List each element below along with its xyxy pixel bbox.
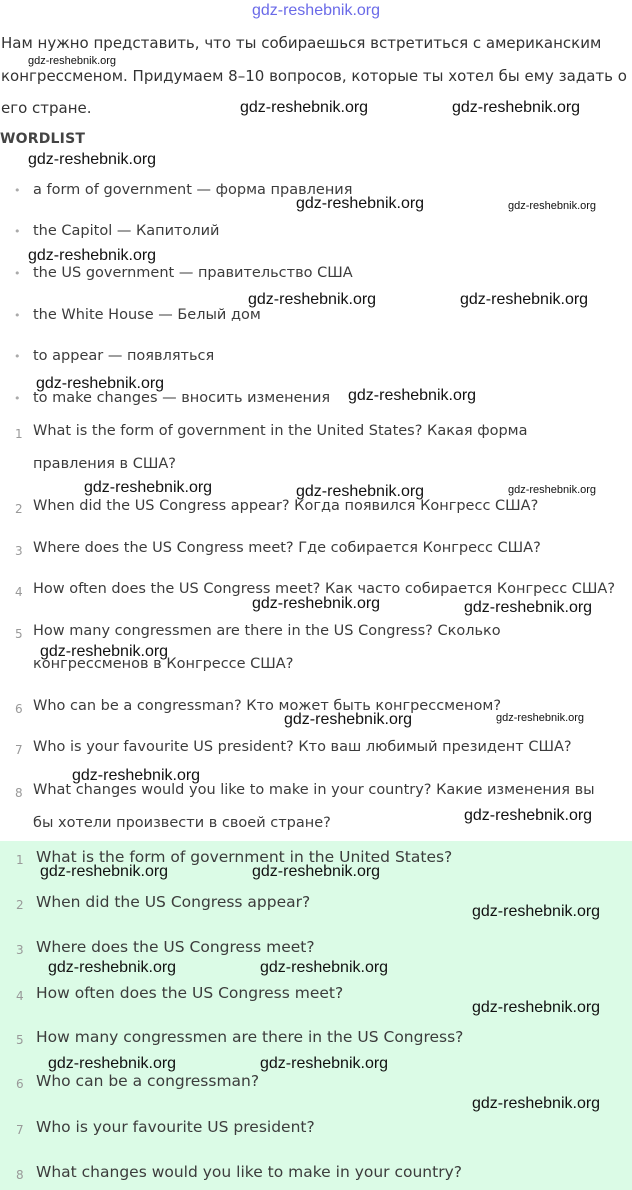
header-watermark: gdz-reshebnik.org [251,2,381,19]
question-number: 2 [15,502,23,516]
question-number: 3 [15,544,23,558]
watermark: gdz-reshebnik.org [36,375,165,392]
wordlist-item: • the Capitol — Капитолий [14,223,220,239]
answer-line: Who is your favourite US president? [36,1118,315,1136]
question-line: What is the form of government in the United States? Какая форма [33,423,528,439]
question-number: 7 [15,743,23,757]
bullet-icon: • [14,225,21,238]
question-number: 4 [15,585,23,599]
bullet-icon: • [14,309,21,322]
wordlist-title: WORDLIST [0,131,86,147]
watermark: gdz-reshebnik.org [460,291,589,308]
answer-line: How often does the US Congress meet? [36,984,344,1002]
watermark: gdz-reshebnik.org [28,151,157,168]
watermark: gdz-reshebnik.org [472,1095,601,1112]
watermark: gdz-reshebnik.org [40,643,169,660]
watermark: gdz-reshebnik.org [252,863,381,880]
answer-number: 6 [16,1077,24,1091]
watermark: gdz-reshebnik.org [84,479,213,496]
answer-number: 7 [16,1123,24,1137]
answer-line: How many congressmen are there in the US Congress? [36,1028,464,1046]
wordlist-item: • to appear — появляться [14,348,215,364]
watermark: gdz-reshebnik.org [260,959,389,976]
watermark: gdz-reshebnik.org [240,99,369,116]
question-number: 1 [15,427,23,441]
watermark: gdz-reshebnik.org [472,999,601,1016]
watermark: gdz-reshebnik.org [28,55,117,67]
bullet-icon: • [14,184,21,197]
answer-number: 5 [16,1033,24,1047]
bullet-icon: • [14,392,21,405]
answer-number: 1 [16,853,24,867]
question-line: Where does the US Congress meet? Где собирается Конгресс США? [33,540,541,556]
answer-number: 8 [16,1168,24,1182]
wordlist-item: • to make changes — вносить изменения [14,390,331,406]
question-line: Who is your favourite US president? Кто ваш любимый президент США? [33,739,572,755]
watermark: gdz-reshebnik.org [464,807,593,824]
watermark: gdz-reshebnik.org [284,711,413,728]
watermark: gdz-reshebnik.org [296,483,425,500]
question-line: правления в США? [33,456,176,472]
bullet-icon: • [14,350,21,363]
watermark: gdz-reshebnik.org [48,959,177,976]
question-line: How often does the US Congress meet? Как часто собирается Конгресс США? [33,581,616,597]
watermark: gdz-reshebnik.org [248,291,377,308]
answer-number: 2 [16,898,24,912]
wordlist-item: • a form of government — форма правления [14,182,353,198]
intro-line-1: Нам нужно представить, что ты собираешься встретиться с американским [1,34,602,52]
answer-line: What changes would you like to make in your country? [36,1163,462,1181]
intro-line-3: его стране. [1,99,92,117]
wordlist-item: • the US government — правительство США [14,265,353,281]
question-line: Who can be a congressman? Кто может быть конгрессменом? [33,698,502,714]
answer-line: Where does the US Congress meet? [36,938,315,956]
answer-line: When did the US Congress appear? [36,893,311,911]
question-line: How many congressmen are there in the US Congress? Сколько [33,623,501,639]
watermark: gdz-reshebnik.org [40,863,169,880]
watermark: gdz-reshebnik.org [508,484,597,496]
watermark: gdz-reshebnik.org [296,195,425,212]
watermark: gdz-reshebnik.org [496,712,585,724]
question-line: бы хотели произвести в своей стране? [33,815,331,831]
question-number: 6 [15,702,23,716]
watermark: gdz-reshebnik.org [508,200,597,212]
answer-number: 3 [16,943,24,957]
answer-line: Who can be a congressman? [36,1072,260,1090]
bullet-icon: • [14,267,21,280]
watermark: gdz-reshebnik.org [252,595,381,612]
watermark: gdz-reshebnik.org [472,903,601,920]
question-number: 8 [15,786,23,800]
watermark: gdz-reshebnik.org [260,1055,389,1072]
watermark: gdz-reshebnik.org [28,247,157,264]
question-number: 5 [15,627,23,641]
answer-line: What is the form of government in the United States? [36,848,453,866]
watermark: gdz-reshebnik.org [348,387,477,404]
wordlist-item: • the White House — Белый дом [14,307,261,323]
watermark: gdz-reshebnik.org [452,99,581,116]
question-line: конгрессменов в Конгрессе США? [33,656,294,672]
watermark: gdz-reshebnik.org [464,599,593,616]
question-line: When did the US Congress appear? Когда появился Конгресс США? [33,498,539,514]
watermark: gdz-reshebnik.org [48,1055,177,1072]
intro-line-2: конгрессменом. Придумаем 8–10 вопросов, которые ты хотел бы ему задать о [1,67,627,85]
watermark: gdz-reshebnik.org [72,767,201,784]
question-line: What changes would you like to make in your country? Какие изменения вы [33,782,595,798]
answer-number: 4 [16,989,24,1003]
